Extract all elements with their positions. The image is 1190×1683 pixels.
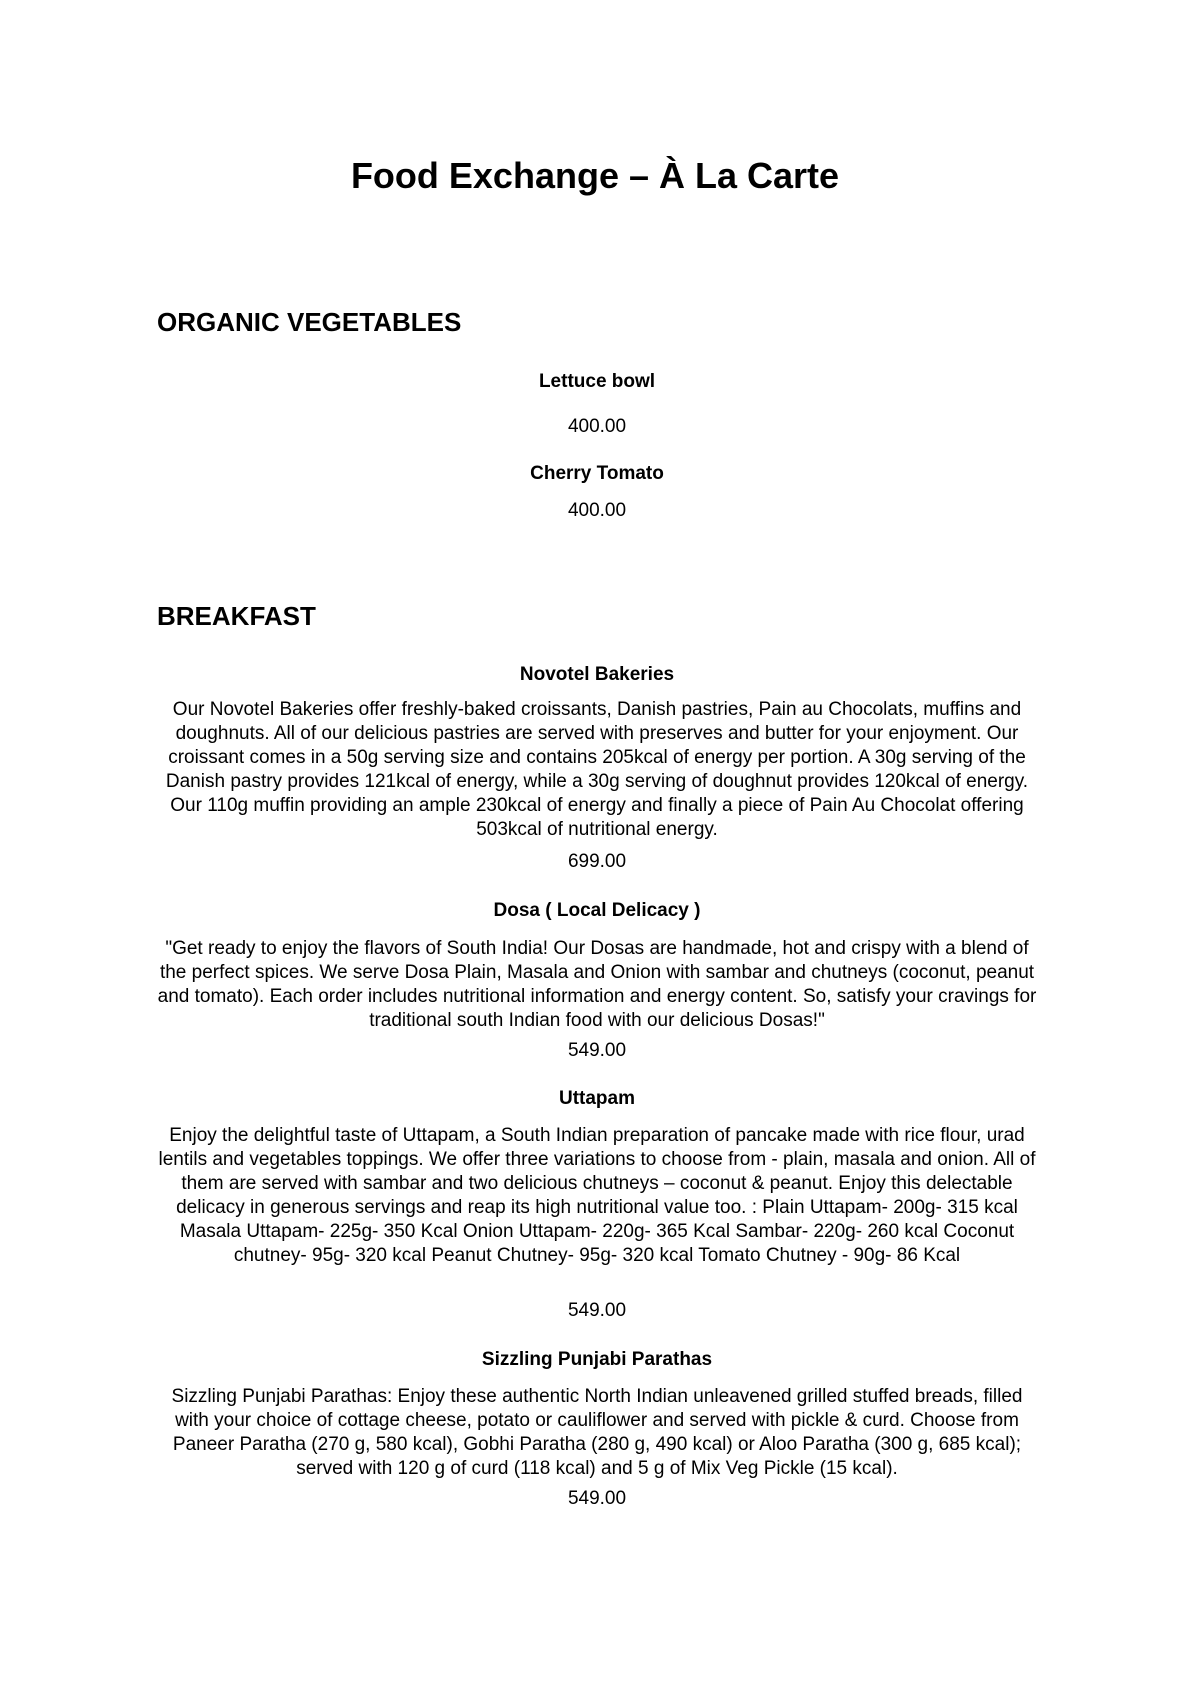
item-name-dosa: Dosa ( Local Delicacy ) [493,900,701,921]
item-name-sizzling-punjabi-parathas: Sizzling Punjabi Parathas [481,1349,713,1370]
item-price-cherry-tomato: 400.00 [567,500,627,521]
item-price-lettuce-bowl: 400.00 [567,416,627,437]
item-description-sizzling-punjabi-parathas: Sizzling Punjabi Parathas: Enjoy these authentic North Indian unleavened grilled stuffed breads, filled with your choice of cottage cheese, potato or cauliflower and served with pickle & curd. Choose from Paneer Paratha (270 g, 580 kcal), Gobhi Paratha (280 g, 490 kcal) or Aloo Paratha (300 g, 685 kcal); served with 120 g of curd (118 kcal) and 5 g of Mix Veg Pickle (15 kcal). [171,1386,1023,1479]
page-title: Food Exchange – À La Carte [350,155,840,196]
section-heading-organic-vegetables: ORGANIC VEGETABLES [157,307,462,337]
item-name-novotel-bakeries: Novotel Bakeries [519,664,675,685]
item-name-uttapam: Uttapam [558,1088,635,1109]
item-description-dosa: "Get ready to enjoy the flavors of South India! Our Dosas are handmade, hot and crispy with a blend of the perfect spices. We serve Dosa Plain, Masala and Onion with sambar and chutneys (coconut, peanut and tomato). Each order includes nutritional information and energy content. So, satisfy your cravings for traditional south Indian food with our delicious Dosas!" [157,938,1037,1031]
item-name-cherry-tomato: Cherry Tomato [530,463,664,484]
item-price-novotel-bakeries: 699.00 [567,851,627,872]
item-price-sizzling-punjabi-parathas: 549.00 [567,1488,627,1509]
item-name-lettuce-bowl: Lettuce bowl [538,371,656,392]
item-price-uttapam: 549.00 [567,1300,627,1321]
item-description-novotel-bakeries: Our Novotel Bakeries offer freshly-baked croissants, Danish pastries, Pain au Chocolats, muffins and doughnuts. All of our delicious pastries are served with preserves and butter for your enjoyment. Our croissant comes in a 50g serving size and contains 205kcal of energy per portion. A 30g serving of the Danish pastry provides 121kcal of energy, while a 30g serving of doughnut provides 120kcal of energy. Our 110g muffin providing an ample 230kcal of energy and finally a piece of Pain Au Chocolat offering 503kcal of nutritional energy. [165,699,1029,840]
item-price-dosa: 549.00 [567,1040,627,1061]
section-heading-breakfast: BREAKFAST [157,601,316,631]
item-description-uttapam: Enjoy the delightful taste of Uttapam, a South Indian preparation of pancake made with rice flour, urad lentils and vegetables toppings. We offer three variations to choose from - plain, masala and onion. All of them are served with sambar and two delicious chutneys – coconut & peanut. Enjoy this delectable delicacy in generous servings and reap its high nutritional value too. : Plain Uttapam- 200g- 315 kcal Masala Uttapam- 225g- 350 Kcal Onion Uttapam- 220g- 365 Kcal Sambar- 220g- 260 kcal Coconut chutney- 95g- 320 kcal Peanut Chutney- 95g- 320 kcal Tomato Chutney - 90g- 86 Kcal [158,1125,1036,1266]
